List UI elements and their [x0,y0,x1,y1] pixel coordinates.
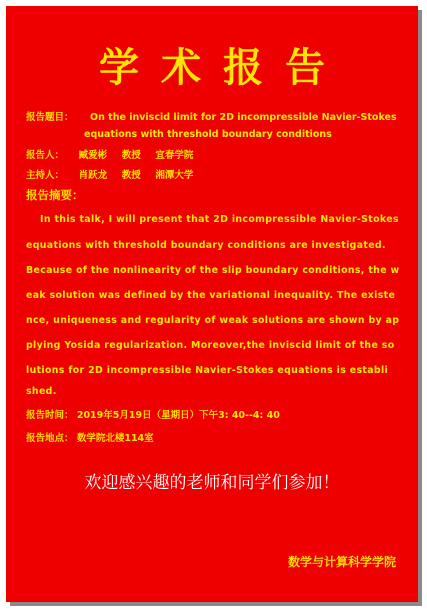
abstract-line: shed. [26,386,57,397]
abstract-line: Because of the nonlinearity of the slip boundary conditions, the w [26,265,400,276]
abstract-line: nce, uniqueness and regularity of weak solutions are shown by ap [26,315,400,326]
host-name: 肖跃龙 [78,170,108,181]
speaker-row [26,147,193,164]
host-row [26,167,193,184]
host-title: 教授 [121,170,141,181]
time-label: 报告时间： [26,410,74,421]
abstract-line: equations with threshold boundary conditions are investigated. [26,240,386,251]
poster-title: 学术报告 [99,45,347,91]
place-value: 数学院北楼114室 [76,433,154,444]
time-row [26,407,280,424]
abstract-label: 报告摘要： [26,188,84,202]
time-value: 2019年5月19日（星期日）下午3: 40--4: 40 [76,410,280,421]
speaker-title: 教授 [121,150,141,161]
speaker-label: 报告人： [26,150,65,161]
poster [6,6,418,602]
topic-line-2: equations with threshold boundary conditions [84,129,332,140]
abstract-line: lutions for 2D incompressible Navier-Stokes equations is establi [26,365,389,376]
host-label: 主持人： [26,170,65,181]
place-label: 报告地点： [26,433,74,444]
abstract-line: In this talk, I will present that 2D incompressible Navier-Stokes [40,214,399,225]
abstract-line: plying Yosida regularization. Moreover,the inviscid limit of the so [26,340,395,351]
abstract-line: eak solution was defined by the variational inequality. The existe [26,290,396,301]
topic-row [26,109,397,140]
host-affiliation: 湘潭大学 [155,170,194,181]
place-row [26,430,154,447]
topic-line-1: On the inviscid limit for 2D incompressible Navier-Stokes [90,112,397,123]
welcome-message: 欢迎感兴趣的老师和同学们参加！ [84,473,340,493]
topic-label: 报告题目： [26,112,74,123]
speaker-affiliation: 宜春学院 [155,150,194,161]
speaker-name: 臧爱彬 [78,150,108,161]
organizer: 数学与计算科学学院 [287,555,396,569]
